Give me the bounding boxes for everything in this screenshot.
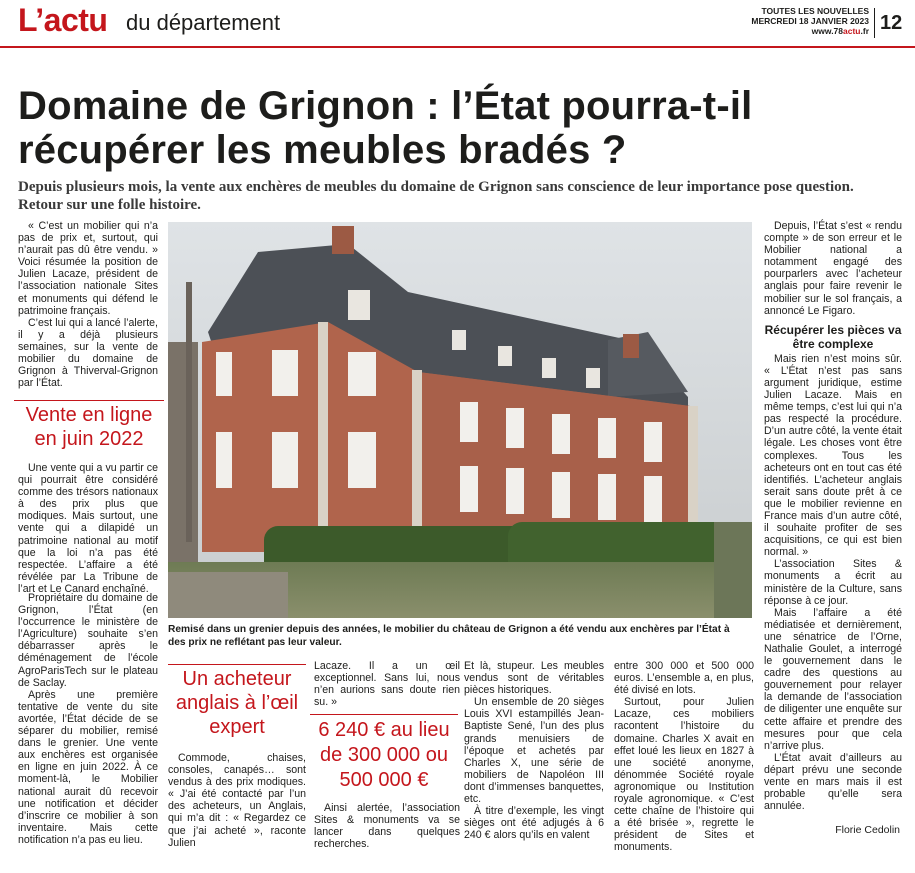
chateau-photo	[168, 222, 752, 618]
section-name-red: L’actu	[18, 2, 108, 38]
intertitle: Vente en ligne en juin 2022	[14, 400, 164, 451]
paragraph: Une vente qui a vu partir ce qui pourrait être considéré comme des trésors nationaux à des prix plus que modiques. Mais surtout, une vente qui a dilapidé un patrimoine national au motif que la loi n’a pas été respectée. L’affaire a été révélée par La Tribune de l’art et Le Canard enchaîné.	[18, 462, 158, 595]
section-header	[0, 0, 915, 46]
paragraph: Depuis, l’État s’est « rendu compte » de son erreur et le Mobilier national a notamment engagé des pourparlers avec l’acheteur anglais pour faire revenir le mobilier sur le sol français, a annoncé Le Figaro.	[764, 220, 902, 317]
standfirst: Depuis plusieurs mois, la vente aux enchères de meubles du domaine de Grignon sans conscience de leur importance pose question. Retour sur une folle histoire.	[18, 179, 854, 213]
website-suffix: .fr	[860, 26, 869, 36]
column-1-middle	[18, 462, 158, 595]
edition-info	[751, 6, 869, 36]
edition-line-1: TOUTES LES NOUVELLES	[761, 6, 869, 16]
paragraph: Et là, stupeur. Les meubles vendus sont de véritables pièces historiques.	[464, 660, 604, 697]
paragraph: Après une première tentative de vente du site avortée, l’État décide de se séparer du mobilier, remisé dans le grenier. Une vente aux enchères est organisée en ligne en juin 2022. À ce moment-là, le Mobilier national aurait dû recevoir une notification et décider d’inscrire ce mobilier à son inventaire. Mais cette notification n’a pas eu lieu.	[18, 688, 158, 846]
paragraph: C’est lui qui a lancé l’alerte, il y a déjà plusieurs semaines, sur la vente de mobilier du domaine de Grignon à Thiverval-Grignon par l’État.	[18, 316, 158, 390]
section-name: du département	[126, 10, 281, 35]
paragraph: L’État avait d’ailleurs au départ prévu une seconde vente en mars mais il est probable qu’elle sera annulée.	[764, 751, 902, 813]
paragraph: Ainsi alertée, l’association Sites & monuments va se lancer dans quelques recherches.	[314, 802, 460, 851]
website-prefix: www.78	[811, 26, 844, 36]
paragraph: entre 300 000 et 500 000 euros. L’ensemble a, en plus, été divisé en lots.	[614, 660, 754, 697]
paragraph: Mais rien n’est moins sûr. « L’État n’est pas sans argument juridique, estime Julien Lacaze. Mais en même temps, c’est lui qui n’a pas respecté la procédure. D’un autre côté, la vente était légale. Les choses vont être complexes. Tous les acheteurs ont en tout cas été identifiés. L’acheteur anglais serait sans doute prêt à ce que le mobilier revienne en France mais d’un autre côté, il souhaite profiter de ses acquisitions, ce qui est bien normal. »	[764, 352, 902, 559]
column-3-top	[314, 660, 460, 708]
column-1-bottom	[18, 592, 158, 846]
paragraph: À titre d’exemple, les vingt sièges ont été adjugés à 6 240 € alors qu’ils en valent	[464, 805, 604, 842]
column-5	[614, 660, 754, 854]
edition-date: MERCREDI 18 JANVIER 2023	[751, 16, 869, 26]
header-divider	[874, 8, 875, 38]
photo-caption: Remisé dans un grenier depuis des années, le mobilier du château de Grignon a été vendu aux enchères par l’État à des prix ne reflétant pas leur valeur.	[168, 624, 730, 648]
byline: Florie Cedolin	[835, 824, 900, 836]
paragraph: Mais l’affaire a été médiatisée et dernièrement, une sénatrice de l’Orne, Nathalie Goulet, a interrogé le gouvernement dans le cadre des questions au gouvernement pour relayer la demande de l’association de diligenter une enquête sur cette affaire et prendre des mesures pour que cela n’arrive plus.	[764, 606, 902, 752]
column-3-bottom	[314, 802, 460, 850]
column-6	[764, 220, 902, 812]
intertitle: Un acheteur anglais à l’œil expert	[168, 664, 306, 739]
column-2	[168, 752, 306, 849]
paragraph: Lacaze. Il a un œil exceptionnel. Sans lui, nous n’en aurions sans doute rien su. »	[314, 660, 460, 709]
headline: Domaine de Grignon : l’État pourra-t-il récupérer les meubles bradés ?	[18, 84, 753, 172]
paragraph: Propriétaire du domaine de Grignon, l’État (en l’occurrence le ministère de l’Agriculture) souhaite s’en débarrasser après le déménagement de l’école AgroParisTech sur le plateau de Saclay.	[18, 592, 158, 689]
column-4	[464, 660, 604, 841]
paragraph: « C’est un mobilier qui n’a pas de prix et, surtout, qui n’aurait pas dû être vendu. » Voici résumée la position de Julien Lacaze, président de l’association nationale Sites et monuments qui défend le patrimoine français.	[18, 220, 158, 317]
paragraph: Surtout, pour Julien Lacaze, ces mobiliers racontent l’histoire du domaine. Charles X avait en effet loué les lieux en 1827 à une société anonyme, dénommée Société royale agronomique ou Institution royale agronomique. « C’est cette chaîne de l’histoire qui a été brisée », regrette le président de Sites et monuments.	[614, 696, 754, 854]
paragraph: Un ensemble de 20 sièges Louis XVI estampillés Jean-Baptiste Sené, l’un des plus grands menuisiers de l’époque et achetés par Charles X, une série de mobiliers de Napoléon III dont d’immenses banquettes, etc.	[464, 696, 604, 806]
pull-quote: 6 240 € au lieu de 300 000 ou 500 000 €	[310, 714, 458, 793]
website	[751, 26, 869, 36]
paragraph: L’association Sites & monuments a écrit au ministère de la Culture, sans réponse à ce jour.	[764, 558, 902, 607]
column-1-top	[18, 220, 158, 389]
subheading: Récupérer les pièces va être complexe	[764, 322, 902, 351]
header-rule	[0, 46, 915, 48]
website-accent: actu	[843, 26, 861, 36]
chateau-illustration	[168, 222, 752, 618]
paragraph: Commode, chaises, consoles, canapés… sont vendus à des prix modiques. « J’ai été contacté par l’un des acheteurs, un Anglais, qui m’a dit : « Regardez ce que j’ai acheté », raconte Julien	[168, 752, 306, 849]
page-number: 12	[880, 12, 903, 34]
